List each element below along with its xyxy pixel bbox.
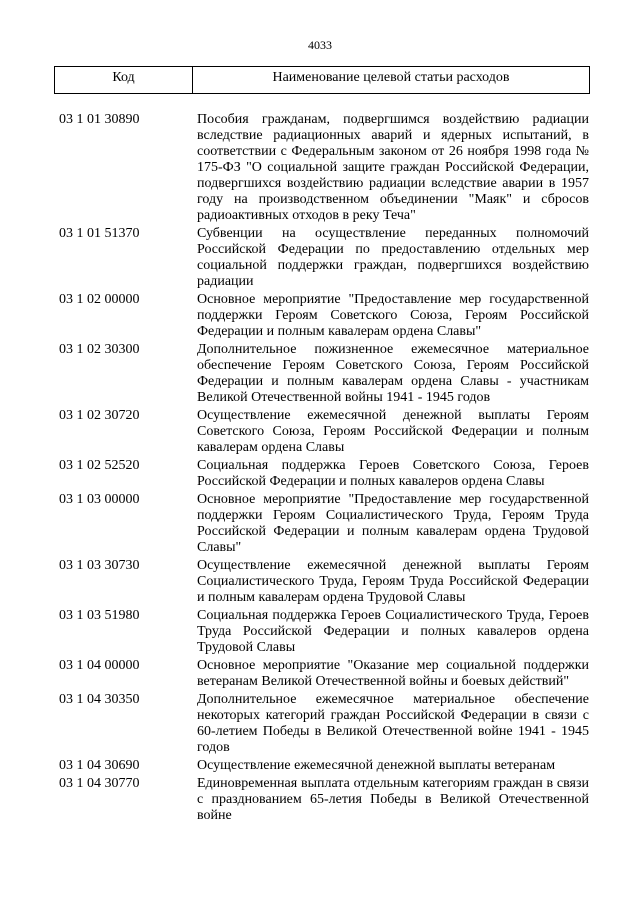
row-code: 03 1 04 30770 [59,776,140,791]
table-row [59,342,589,406]
table-row [59,408,589,456]
table-body [59,112,589,826]
table-row [59,776,589,824]
row-code: 03 1 03 30730 [59,558,140,573]
row-code: 03 1 02 00000 [59,292,140,307]
row-code: 03 1 04 30690 [59,758,140,773]
table-row [59,692,589,756]
table-row [59,608,589,656]
row-name: Социальная поддержка Героев Социалистического Труда, Героев Труда Российской Федерации и полных кавалеров ордена Трудовой Славы [197,608,589,655]
row-name: Дополнительное ежемесячное материальное обеспечение некоторых категорий граждан Российской Федерации в связи с 60-летием Победы в Великой Отечественной войне 1941 - 1945 годов [197,692,589,755]
row-name: Пособия гражданам, подвергшимся воздействию радиации вследствие радиационных аварий и ядерных испытаний, в соответствии с Федеральным законом от 26 ноября 1998 года № 175-ФЗ "О социальной защите граждан Российской Федерации, подвергшихся воздействию радиации вследствие аварии в 1957 году на производственном объединении "Маяк" и сбросов радиоактивных отходов в реку Теча" [197,112,589,223]
row-name: Субвенции на осуществление переданных полномочий Российской Федерации по предоставлению отдельных мер социальной поддержки граждан, подвергшихся воздействию радиации [197,226,589,289]
row-name: Основное мероприятие "Оказание мер социальной поддержки ветеранам Великой Отечественной войны и боевых действий" [197,658,589,689]
table-row [59,492,589,556]
page-number: 4033 [308,38,332,52]
row-name: Осуществление ежемесячной денежной выплаты Героям Социалистического Труда, Героям Труда Российской Федерации и полным кавалерам ордена Трудовой Славы [197,558,589,605]
row-name: Основное мероприятие "Предоставление мер государственной поддержки Героям Социалистического Труда, Героям Труда Российской Федерации и полным кавалерам ордена Трудовой Славы" [197,492,589,555]
table-row [59,558,589,606]
row-name: Основное мероприятие "Предоставление мер государственной поддержки Героям Советского Союза, Героям Российской Федерации и полным кавалерам ордена Славы" [197,292,589,339]
table-header [54,66,590,94]
row-code: 03 1 04 30350 [59,692,140,707]
row-code: 03 1 03 00000 [59,492,140,507]
row-name: Осуществление ежемесячной денежной выплаты Героям Советского Союза, Героям Российской Федерации и полным кавалерам ордена Славы [197,408,589,455]
row-name: Осуществление ежемесячной денежной выплаты ветеранам [197,758,556,773]
table-row [59,292,589,340]
header-name: Наименование целевой статьи расходов [272,70,510,85]
row-name: Единовременная выплата отдельным категориям граждан в связи с празднованием 65-летия Победы в Великой Отечественной войне [197,776,589,823]
row-code: 03 1 04 00000 [59,658,140,673]
row-code: 03 1 02 30300 [59,342,140,357]
row-code: 03 1 02 52520 [59,458,140,473]
row-code: 03 1 03 51980 [59,608,140,623]
table-row [59,112,589,224]
table-row [59,458,589,490]
row-name: Дополнительное пожизненное ежемесячное материальное обеспечение Героям Советского Союза, Героям Российской Федерации и полным кавалерам ордена Славы - участникам Великой Отечественной войны 1941 - 1945 годов [197,342,589,405]
table-row [59,758,589,774]
row-code: 03 1 01 30890 [59,112,140,127]
table-row [59,658,589,690]
row-code: 03 1 02 30720 [59,408,140,423]
row-code: 03 1 01 51370 [59,226,140,241]
row-name: Социальная поддержка Героев Советского Союза, Героев Российской Федерации и полных кавалеров ордена Славы [197,458,589,489]
header-code: Код [55,67,193,93]
table-row [59,226,589,290]
